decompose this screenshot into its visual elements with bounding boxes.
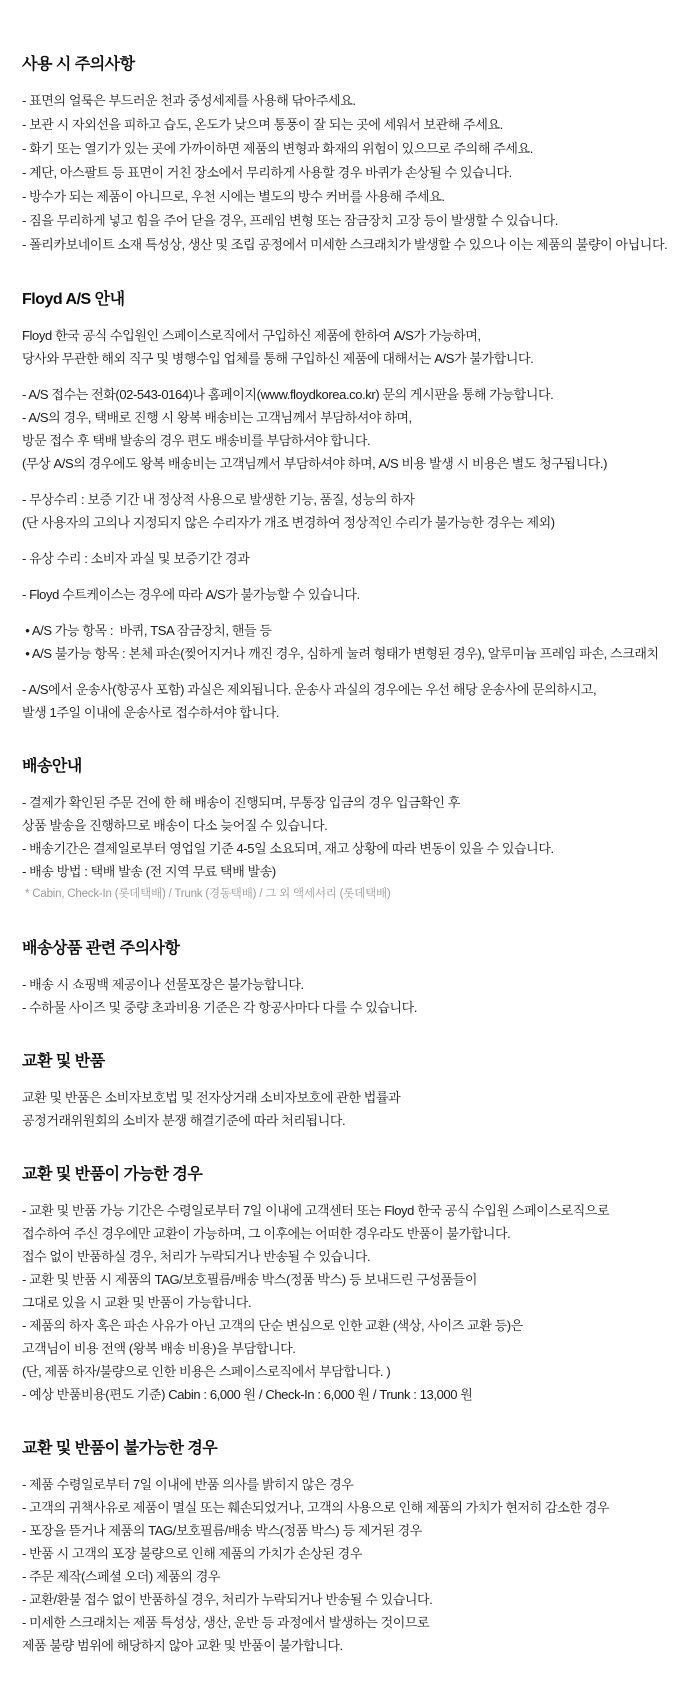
text-line: - 교환 및 반품 시 제품의 TAG/보호필름/배송 박스(정품 박스) 등 보내드린 구성품들이 xyxy=(22,1272,477,1287)
text-line: - 화기 또는 열기가 있는 곳에 가까이하면 제품의 변형과 화재의 위험이 있으므로 주의해 주세요. xyxy=(22,141,533,156)
paragraph xyxy=(22,1473,686,1657)
paragraph xyxy=(22,678,686,724)
section-heading-usage-precautions: 사용 시 주의사항 xyxy=(22,56,135,73)
text-line: - A/S 접수는 전화(02-543-0164)나 홈페이지(www.floydkorea.co.kr) 문의 게시판을 통해 가능합니다. xyxy=(22,387,554,402)
paragraph xyxy=(22,324,686,370)
section-shipping-guide xyxy=(22,756,686,906)
text-line: 당사와 무관한 해외 직구 및 병행수입 업체를 통해 구입하신 제품에 대해서는 A/S가 불가합니다. xyxy=(22,351,534,366)
text-line: 고객님이 비용 전액 (왕복 배송 비용)을 부담합니다. xyxy=(22,1341,296,1356)
section-exchange-return-possible xyxy=(22,1164,686,1406)
section-heading-exchange-return: 교환 및 반품 xyxy=(22,1053,105,1070)
paragraph xyxy=(22,488,686,534)
text-line: - 미세한 스크래치는 제품 특성상, 생산, 운반 등 과정에서 발생하는 것이므로 xyxy=(22,1615,430,1630)
text-line: - 결제가 확인된 주문 건에 한 해 배송이 진행되며, 무통장 입금의 경우 입금확인 후 xyxy=(22,795,460,810)
section-heading-as-guide: Floyd A/S 안내 xyxy=(22,291,125,308)
text-line: • A/S 불가능 항목 : 본체 파손(찢어지거나 깨진 경우, 심하게 눌려 형태가 변형된 경우), 알루미늄 프레임 파손, 스크래치 xyxy=(22,646,659,661)
section-as-guide xyxy=(22,289,686,724)
paragraph xyxy=(22,619,686,665)
text-line: Floyd 한국 공식 수입원인 스페이스로직에서 구입하신 제품에 한하여 A/S가 가능하며, xyxy=(22,328,481,343)
text-line: - 고객의 귀책사유로 제품이 멸실 또는 훼손되었거나, 고객의 사용으로 인해 제품의 가치가 현저히 감소한 경우 xyxy=(22,1500,610,1515)
text-line: - 주문 제작(스페셜 오더) 제품의 경우 xyxy=(22,1569,221,1584)
text-line: • A/S 가능 항목 : 바퀴, TSA 잠금장치, 핸들 등 xyxy=(22,623,272,638)
paragraph xyxy=(22,89,686,257)
text-line: - 표면의 얼룩은 부드러운 천과 중성세제를 사용해 닦아주세요. xyxy=(22,93,356,108)
text-line: - Floyd 수트케이스는 경우에 따라 A/S가 불가능할 수 있습니다. xyxy=(22,587,360,602)
paragraph xyxy=(22,791,686,906)
text-line: - 포장을 뜯거나 제품의 TAG/보호필름/배송 박스(정품 박스) 등 제거된 경우 xyxy=(22,1523,422,1538)
text-line: 공정거래위원회의 소비자 분쟁 해결기준에 따라 처리됩니다. xyxy=(22,1113,346,1128)
text-line: 교환 및 반품은 소비자보호법 및 전자상거래 소비자보호에 관한 법률과 xyxy=(22,1090,401,1105)
text-line: (무상 A/S의 경우에도 왕복 배송비는 고객님께서 부담하셔야 하며, A/S 비용 발생 시 비용은 별도 청구됩니다.) xyxy=(22,456,608,471)
text-line: - 유상 수리 : 소비자 과실 및 보증기간 경과 xyxy=(22,551,250,566)
text-line: 방문 접수 후 택배 발송의 경우 편도 배송비를 부담하셔야 합니다. xyxy=(22,433,371,448)
note-line: * Cabin, Check-In (롯데택배) / Trunk (경동택배) / 그 외 액세서리 (롯데택배) xyxy=(22,888,391,900)
text-line: 접수 없이 반품하실 경우, 처리가 누락되거나 반송될 수 있습니다. xyxy=(22,1249,371,1264)
text-line: - 계단, 아스팔트 등 표면이 거친 장소에서 무리하게 사용할 경우 바퀴가 손상될 수 있습니다. xyxy=(22,165,512,180)
section-exchange-return xyxy=(22,1051,686,1132)
text-line: - 예상 반품비용(편도 기준) Cabin : 6,000 원 / Check-In : 6,000 원 / Trunk : 13,000 원 xyxy=(22,1387,473,1402)
text-line: - 교환 및 반품 가능 기간은 수령일로부터 7일 이내에 고객센터 또는 Floyd 한국 공식 수입원 스페이스로직으로 xyxy=(22,1203,610,1218)
text-line: - 제품 수령일로부터 7일 이내에 반품 의사를 밝히지 않은 경우 xyxy=(22,1477,354,1492)
paragraph xyxy=(22,1086,686,1132)
text-line: - A/S의 경우, 택배로 진행 시 왕복 배송비는 고객님께서 부담하셔야 하며, xyxy=(22,410,412,425)
text-line: (단, 제품 하자/불량으로 인한 비용은 스페이스로직에서 부담합니다. ) xyxy=(22,1364,391,1379)
text-line: - 배송기간은 결제일로부터 영업일 기준 4-5일 소요되며, 재고 상황에 따라 변동이 있을 수 있습니다. xyxy=(22,841,554,856)
paragraph xyxy=(22,383,686,475)
text-line: - 방수가 되는 제품이 아니므로, 우천 시에는 별도의 방수 커버를 사용해 주세요. xyxy=(22,189,445,204)
text-line: - A/S에서 운송사(항공사 포함) 과실은 제외됩니다. 운송사 과실의 경우에는 우선 해당 운송사에 문의하시고, xyxy=(22,682,597,697)
text-line: 접수하여 주신 경우에만 교환이 가능하며, 그 이후에는 어떠한 경우라도 반품이 불가합니다. xyxy=(22,1226,511,1241)
text-line: - 배송 시 쇼핑백 제공이나 선물포장은 불가능합니다. xyxy=(22,977,304,992)
section-usage-precautions xyxy=(22,54,686,257)
section-heading-exchange-return-possible: 교환 및 반품이 가능한 경우 xyxy=(22,1166,203,1183)
text-line: 발생 1주일 이내에 운송사로 접수하셔야 합니다. xyxy=(22,705,280,720)
text-line: - 무상수리 : 보증 기간 내 정상적 사용으로 발생한 기능, 품질, 성능의 하자 xyxy=(22,492,415,507)
paragraph xyxy=(22,547,686,570)
section-exchange-return-impossible xyxy=(22,1438,686,1657)
paragraph xyxy=(22,973,686,1019)
text-line: - 수하물 사이즈 및 중량 초과비용 기준은 각 항공사마다 다를 수 있습니다. xyxy=(22,1000,418,1015)
text-line: 제품 불량 범위에 해당하지 않아 교환 및 반품이 불가합니다. xyxy=(22,1638,343,1653)
paragraph xyxy=(22,1199,686,1406)
paragraph xyxy=(22,583,686,606)
text-line: - 배송 방법 : 택배 발송 (전 지역 무료 택배 발송) xyxy=(22,864,276,879)
text-line: 그대로 있을 시 교환 및 반품이 가능합니다. xyxy=(22,1295,252,1310)
text-line: - 보관 시 자외선을 피하고 습도, 온도가 낮으며 통풍이 잘 되는 곳에 세워서 보관해 주세요. xyxy=(22,117,503,132)
section-heading-shipping-item-precautions: 배송상품 관련 주의사항 xyxy=(22,940,180,957)
section-heading-exchange-return-impossible: 교환 및 반품이 불가능한 경우 xyxy=(22,1440,218,1457)
text-line: - 폴리카보네이트 소재 특성상, 생산 및 조립 공정에서 미세한 스크래치가 발생할 수 있으나 이는 제품의 불량이 아닙니다. xyxy=(22,237,668,252)
text-line: (단 사용자의 고의나 지정되지 않은 수리자가 개조 변경하여 정상적인 수리가 불가능한 경우는 제외) xyxy=(22,515,555,530)
text-line: 상품 발송을 진행하므로 배송이 다소 늦어질 수 있습니다. xyxy=(22,818,328,833)
text-line: - 교환/환불 접수 없이 반품하실 경우, 처리가 누락되거나 반송될 수 있습니다. xyxy=(22,1592,433,1607)
text-line: - 짐을 무리하게 넣고 힘을 주어 닫을 경우, 프레임 변형 또는 잠금장치 고장 등이 발생할 수 있습니다. xyxy=(22,213,558,228)
section-heading-shipping-guide: 배송안내 xyxy=(22,758,82,775)
text-line: - 반품 시 고객의 포장 불량으로 인해 제품의 가치가 손상된 경우 xyxy=(22,1546,362,1561)
text-line: - 제품의 하자 혹은 파손 사유가 아닌 고객의 단순 변심으로 인한 교환 (색상, 사이즈 교환 등)은 xyxy=(22,1318,523,1333)
section-shipping-item-precautions xyxy=(22,938,686,1019)
